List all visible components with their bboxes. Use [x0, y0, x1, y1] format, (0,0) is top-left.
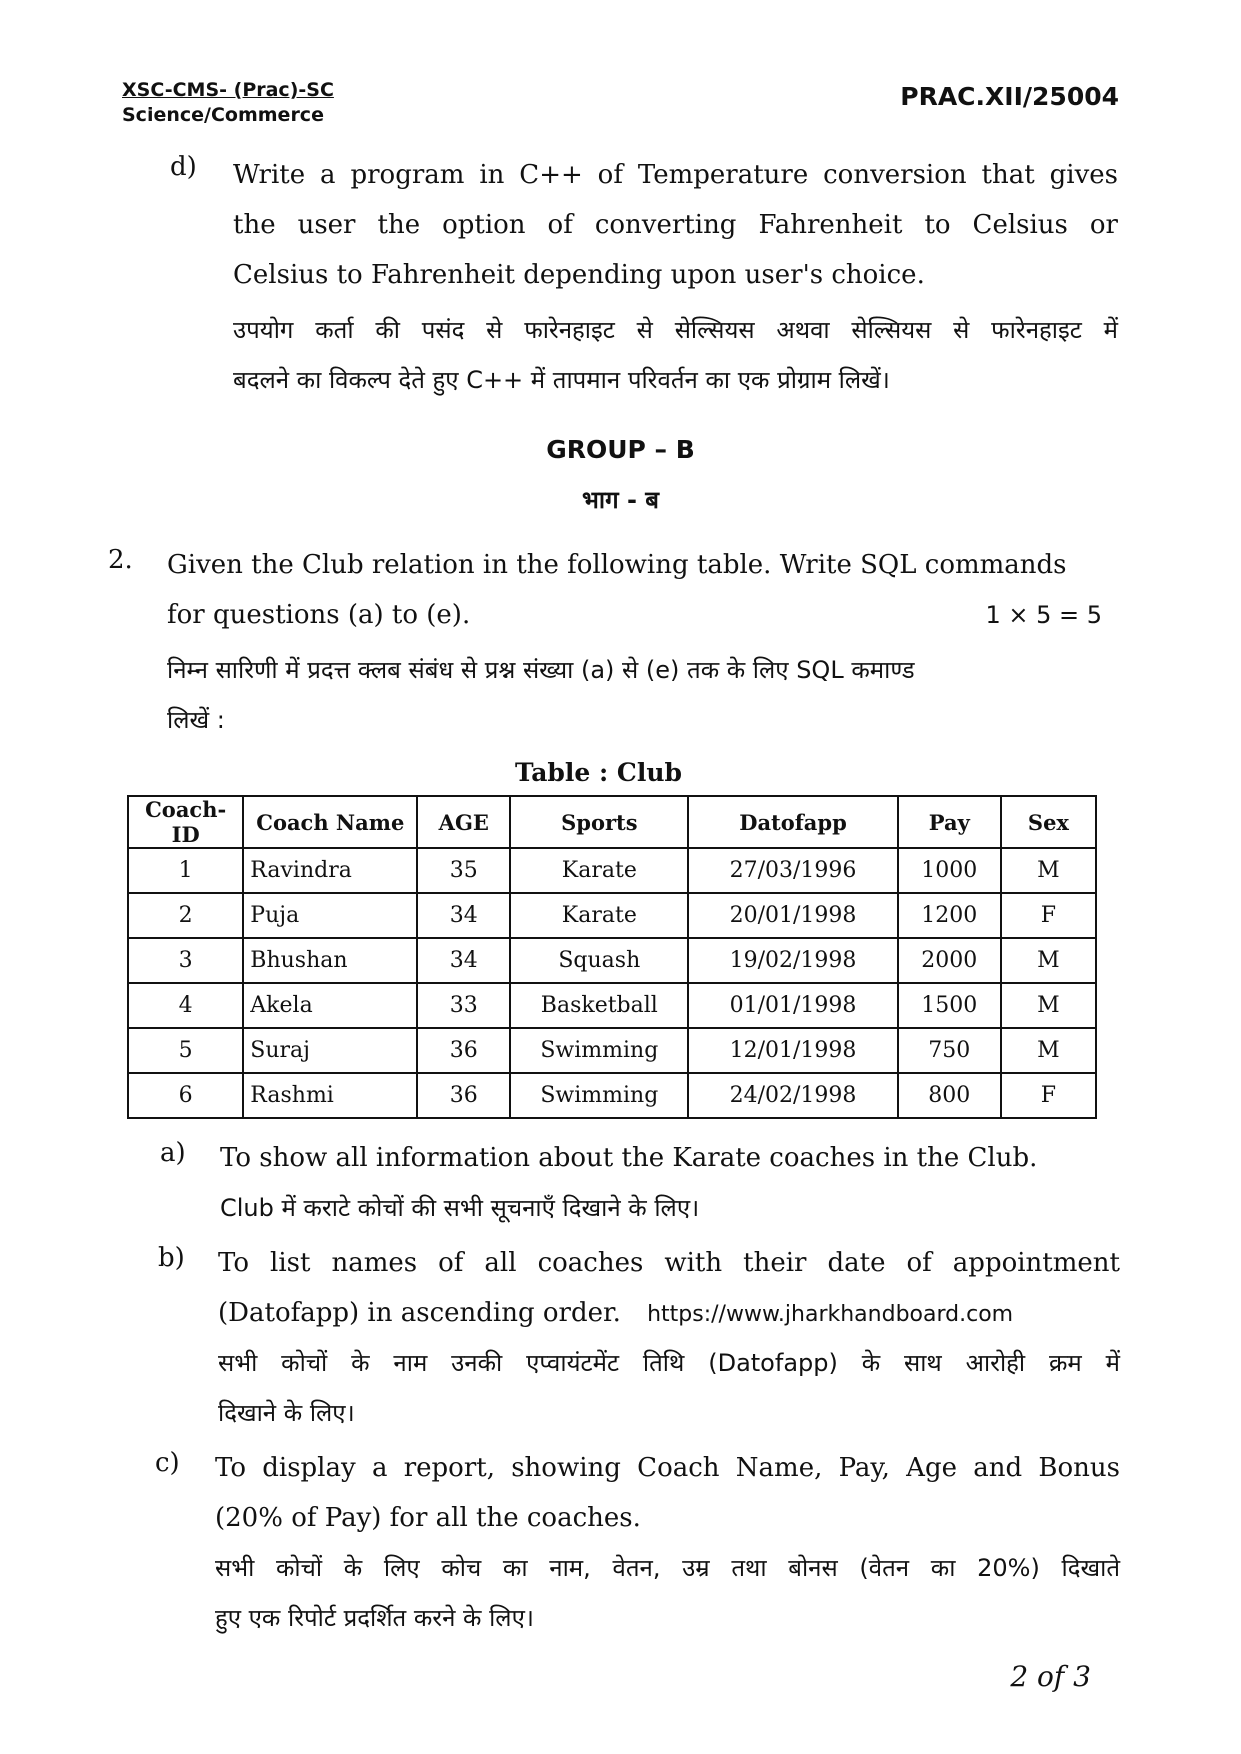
subq-c-hi-line-1: सभी कोचों के लिए कोच का नाम, वेतन, उम्र तथा बोनस (वेतन का 20%) दिखाते: [215, 1554, 1120, 1582]
q2-hi-line-2: लिखें :: [167, 706, 225, 734]
cell-pay: 1500: [898, 983, 1001, 1028]
subq-a-hindi: Club में कराटे कोचों की सभी सूचनाएँ दिखाने के लिए।: [220, 1194, 700, 1222]
q1d-hi-line-2: बदलने का विकल्प देते हुए C++ में तापमान परिवर्तन का एक प्रोग्राम लिखें।: [233, 366, 890, 394]
q2-english: [167, 540, 1112, 640]
cell-sports: Swimming: [510, 1028, 688, 1073]
table-row: [128, 893, 1096, 938]
cell-sex: F: [1001, 893, 1096, 938]
cell-sex: M: [1001, 938, 1096, 983]
col-header-sex: Sex: [1001, 796, 1096, 848]
subq-a-label: a): [160, 1138, 186, 1168]
paper-id: PRAC.XII/25004: [900, 82, 1119, 111]
q2-en-line-1: Given the Club relation in the following table. Write SQL commands: [167, 550, 1067, 580]
cell-datofapp: 20/01/1998: [688, 893, 897, 938]
q1d-hindi: [233, 305, 1118, 405]
cell-sex: M: [1001, 1028, 1096, 1073]
cell-datofapp: 24/02/1998: [688, 1073, 897, 1118]
subq-c-text: [215, 1443, 1120, 1543]
cell-coach-id: 2: [128, 893, 243, 938]
cell-age: 35: [417, 848, 510, 893]
subq-b-text: [218, 1238, 1120, 1340]
cell-coach-name: Bhushan: [243, 938, 417, 983]
subq-c-hi-line-2: हुए एक रिपोर्ट प्रदर्शित करने के लिए।: [215, 1604, 534, 1632]
cell-coach-name: Puja: [243, 893, 417, 938]
table-row: [128, 1028, 1096, 1073]
subq-b-hi-line-2: दिखाने के लिए।: [218, 1399, 355, 1427]
cell-coach-name: Rashmi: [243, 1073, 417, 1118]
watermark-url: https://www.jharkhandboard.com: [647, 1302, 1014, 1327]
cell-coach-id: 4: [128, 983, 243, 1028]
cell-pay: 2000: [898, 938, 1001, 983]
cell-pay: 1200: [898, 893, 1001, 938]
col-header-datofapp: Datofapp: [688, 796, 897, 848]
cell-age: 36: [417, 1073, 510, 1118]
page-number: 2 of 3: [1010, 1660, 1091, 1693]
cell-datofapp: 12/01/1998: [688, 1028, 897, 1073]
cell-sex: M: [1001, 848, 1096, 893]
cell-sex: F: [1001, 1073, 1096, 1118]
col-header-pay: Pay: [898, 796, 1001, 848]
cell-coach-id: 5: [128, 1028, 243, 1073]
cell-coach-id: 6: [128, 1073, 243, 1118]
cell-sports: Karate: [510, 848, 688, 893]
q1d-en-line-3: Celsius to Fahrenheit depending upon user's choice.: [233, 260, 925, 290]
subq-b-label: b): [158, 1243, 185, 1273]
q2-hi-line-1: निम्न सारिणी में प्रदत्त क्लब संबंध से प्रश्न संख्या (a) से (e) तक के लिए SQL कमाण्ड: [167, 656, 915, 684]
subq-b-en-line-2-row: [218, 1288, 1120, 1340]
q2-en-line-2: for questions (a) to (e).: [167, 600, 471, 630]
subq-b-en-line-1: To list names of all coaches with their date of appointment: [218, 1248, 1120, 1278]
cell-coach-name: Ravindra: [243, 848, 417, 893]
table-row: [128, 938, 1096, 983]
group-title-hindi: भाग - ब: [582, 486, 659, 514]
cell-sports: Basketball: [510, 983, 688, 1028]
subq-c-label: c): [155, 1448, 180, 1478]
q2-number: 2.: [108, 545, 133, 575]
cell-pay: 750: [898, 1028, 1001, 1073]
cell-age: 33: [417, 983, 510, 1028]
q1d-en-line-2: the user the option of converting Fahrenheit to Celsius or: [233, 210, 1118, 240]
club-table: [127, 795, 1097, 1119]
q1d-en-line-1: Write a program in C++ of Temperature conversion that gives: [233, 160, 1118, 190]
cell-pay: 1000: [898, 848, 1001, 893]
col-header-sports: Sports: [510, 796, 688, 848]
col-header-coach-name: Coach Name: [243, 796, 417, 848]
table-header-row: [128, 796, 1096, 848]
paper-stream: Science/Commerce: [122, 104, 324, 126]
cell-sports: Swimming: [510, 1073, 688, 1118]
cell-coach-name: Suraj: [243, 1028, 417, 1073]
table-row: [128, 983, 1096, 1028]
subq-b-en-line-2: (Datofapp) in ascending order.: [218, 1298, 621, 1328]
q1d-hi-line-1: उपयोग कर्ता की पसंद से फारेनहाइट से सेल्सियस अथवा सेल्सियस से फारेनहाइट में: [233, 316, 1118, 344]
cell-sex: M: [1001, 983, 1096, 1028]
cell-pay: 800: [898, 1073, 1001, 1118]
q2-hindi: [167, 645, 1112, 745]
subq-a-text: [220, 1133, 1120, 1183]
subq-b-hi-line-1: सभी कोचों के नाम उनकी एप्वायंटमेंट तिथि (Datofapp) के साथ आरोही क्रम में: [218, 1349, 1120, 1377]
q2-en-line-2-row: [167, 590, 1112, 640]
cell-coach-id: 1: [128, 848, 243, 893]
paper-code: XSC-CMS- (Prac)-SC: [122, 79, 334, 101]
subq-c-hindi: [215, 1543, 1120, 1643]
q2-marks: 1 × 5 = 5: [985, 601, 1102, 629]
table-caption: Table : Club: [515, 758, 682, 787]
cell-datofapp: 27/03/1996: [688, 848, 897, 893]
group-title: GROUP – B: [546, 435, 695, 464]
table-row: [128, 1073, 1096, 1118]
cell-sports: Squash: [510, 938, 688, 983]
col-header-coach-id: Coach-ID: [128, 796, 243, 848]
subq-a-english: To show all information about the Karate coaches in the Club.: [220, 1143, 1038, 1173]
cell-datofapp: 01/01/1998: [688, 983, 897, 1028]
q1d-label: d): [170, 152, 197, 182]
table-row: [128, 848, 1096, 893]
cell-age: 34: [417, 938, 510, 983]
col-header-age: AGE: [417, 796, 510, 848]
cell-coach-name: Akela: [243, 983, 417, 1028]
cell-sports: Karate: [510, 893, 688, 938]
subq-c-en-line-1: To display a report, showing Coach Name, Pay, Age and Bonus: [215, 1453, 1120, 1483]
cell-age: 36: [417, 1028, 510, 1073]
subq-c-en-line-2: (20% of Pay) for all the coaches.: [215, 1503, 641, 1533]
header-left: [122, 78, 334, 128]
q1d-english: [233, 150, 1118, 300]
cell-datofapp: 19/02/1998: [688, 938, 897, 983]
subq-b-hindi: [218, 1338, 1120, 1438]
cell-coach-id: 3: [128, 938, 243, 983]
cell-age: 34: [417, 893, 510, 938]
